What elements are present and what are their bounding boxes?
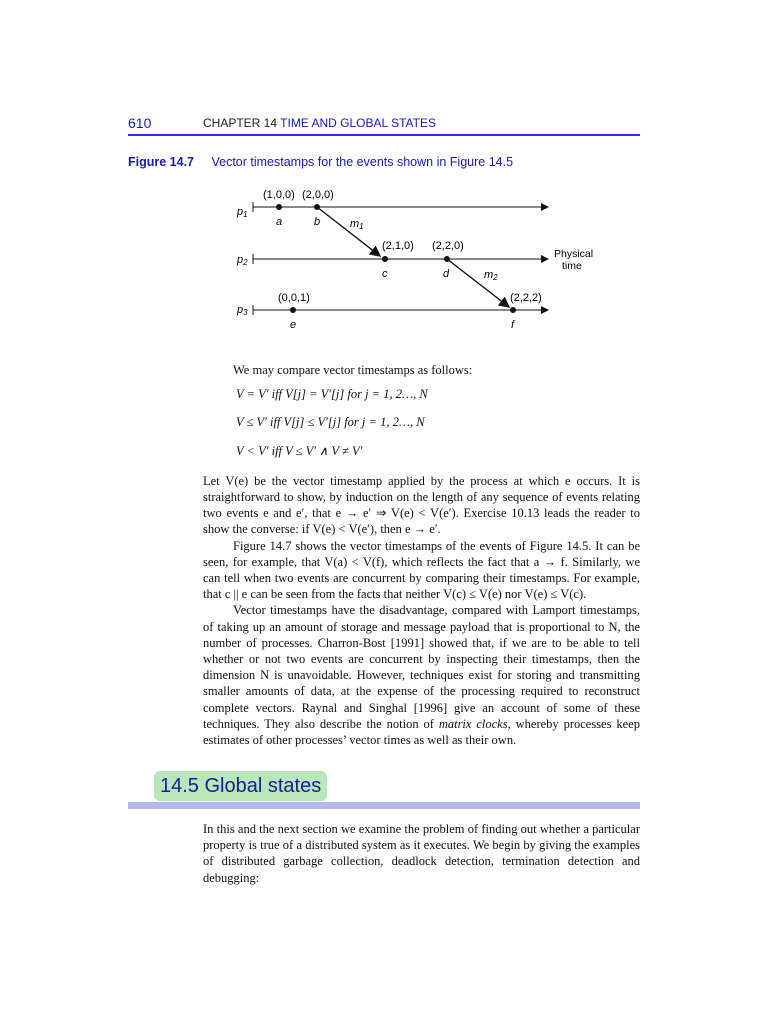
timestamp-c: (2,1,0) — [382, 240, 414, 252]
timestamp-f: (2,2,2) — [510, 292, 542, 304]
chapter-heading — [203, 116, 436, 130]
event-d-label: d — [443, 268, 450, 280]
process-label-p1: p1 — [237, 206, 248, 219]
section-rule — [128, 802, 640, 809]
chapter-label: CHAPTER 14 — [203, 116, 278, 130]
figure-caption — [128, 155, 513, 169]
page-number: 610 — [128, 115, 152, 131]
section-heading: 14.5 Global states — [154, 771, 327, 801]
message-m2-arrow — [447, 259, 509, 307]
section-intro-paragraph: In this and the next section we examine the problem of finding out whether a particular property is true of a distributed system as it executes. We begin by giving the examples of distributed garbage collection, deadlock detection, termination detection and debugging: — [203, 822, 640, 885]
paragraph-1: Let V(e) be the vector timestamp applied by the process at which e occurs. It is straightforward to show, by induction on the length of any sequence of events relating two events e and e′, that e → e′ ⇒ V(e) < V(e′). Exercise 10.13 leads the reader to show the converse: if V(e) < V(e′), then e → e′. — [203, 473, 640, 537]
figure-number: Figure 14.7 — [128, 155, 194, 169]
process-label-p2: p2 — [237, 254, 248, 267]
message-m1-arrow — [317, 207, 380, 256]
formula-less-than: V < V′ iff V ≤ V′ ∧ V ≠ V′ — [236, 443, 363, 458]
formula-less-equal: V ≤ V′ iff V[j] ≤ V′[j] for j = 1, 2…, N — [236, 415, 425, 430]
figure-caption-text: Vector timestamps for the events shown in Figure 14.5 — [211, 155, 514, 169]
process-label-p3: p3 — [237, 304, 248, 317]
timestamp-b: (2,0,0) — [302, 189, 334, 201]
paragraph-2: Figure 14.7 shows the vector timestamps of the events of Figure 14.5. It can be seen, for example, that V(a) < V(f), which reflects the fact that a → f. Similarly, we can tell when two events are concurrent by comparing their timestamps. For example, that c || e can be seen from the facts that neither V(c) ≤ V(e) nor V(e) ≤ V(c). — [203, 538, 640, 602]
paragraph-3-start: Vector timestamps have the disadvantage, compared with Lamport timestamps, of taking up an amount of storage and message payload that is proportional to N, the number of processes. Charron-Bost [1991] showed that, if we are to be able to tell whether or not two events are concurrent by inspecting their timestamps, then the dimension N is unavoidable. However, techniques exist for storing and transmitting smaller amounts of data, at the expense of the processing required to reconstruct complete vectors. Raynal and Singhal [1996] give an account of some of these techniques. They also describe the notion of — [203, 603, 640, 731]
chapter-title: TIME AND GLOBAL STATES — [280, 116, 436, 130]
physical-time-label-line1: Physical — [554, 248, 594, 260]
timestamp-d: (2,2,0) — [432, 240, 464, 252]
physical-time-label-line2: time — [562, 260, 582, 272]
header-rule — [128, 134, 640, 136]
event-e-dot — [290, 307, 296, 313]
event-c-dot — [382, 256, 388, 262]
paragraph-3-end: , whereby processes keep estimates of other processes’ vector times as well as their own. — [203, 716, 640, 748]
vector-timestamp-diagram — [228, 183, 608, 333]
event-c-label: c — [382, 268, 388, 280]
event-f-dot — [510, 307, 516, 313]
paragraph-3 — [203, 602, 640, 748]
event-a-dot — [276, 204, 282, 210]
message-m1-label: m1 — [350, 218, 364, 231]
comparison-intro: We may compare vector timestamps as follows: — [233, 363, 473, 377]
body-text — [203, 362, 640, 748]
section-header — [128, 771, 640, 807]
event-b-label: b — [314, 216, 321, 228]
matrix-clocks-term: matrix clocks — [438, 716, 508, 731]
message-m2-label: m2 — [484, 269, 498, 282]
event-d-dot — [444, 256, 450, 262]
timestamp-a: (1,0,0) — [263, 189, 295, 201]
event-b-dot — [314, 204, 320, 210]
event-a-label: a — [276, 216, 283, 228]
event-f-label: f — [511, 319, 515, 331]
formula-equal: V = V′ iff V[j] = V′[j] for j = 1, 2…, N — [236, 387, 428, 402]
timestamp-e: (0,0,1) — [278, 292, 310, 304]
event-e-label: e — [290, 319, 297, 331]
